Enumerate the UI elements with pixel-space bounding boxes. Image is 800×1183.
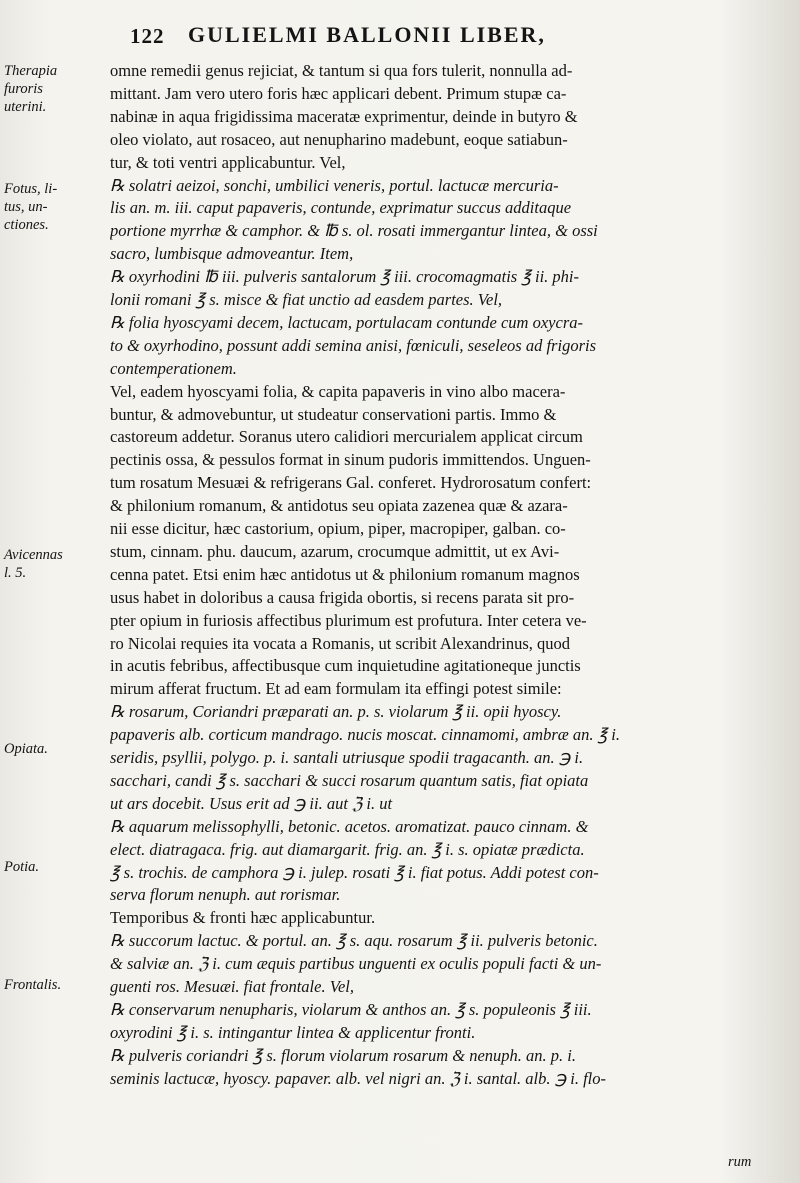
margin-note-line: Potia. <box>4 859 40 875</box>
text-line: lonii romani ℥ s. misce & fiat unctio ad easdem partes. Vel, <box>110 290 503 309</box>
text-line: sacro, lumbisque admoveantur. Item, <box>110 244 354 264</box>
text-line: ℥ s. trochis. de camphora ℈ i. julep. rosati ℥ i. fiat potus. Addi potest con- <box>110 862 599 882</box>
text-line: ro Nicolai requies ita vocata a Romanis, ut scribit Alexandrinus, quod <box>110 633 571 653</box>
page-number: 122 <box>130 24 165 48</box>
margin-note-line: l. 5. <box>4 565 27 581</box>
margin-note <box>4 740 108 758</box>
text-line: seridis, psyllii, polygo. p. i. santali utriusque spodii tragacanth. an. ℈ i. <box>110 748 584 767</box>
margin-note-line: Fotus, li- <box>4 181 58 197</box>
text-line: cenna patet. Etsi enim hæc antidotus ut & philonium romanum magnos <box>110 564 580 584</box>
text-line: pter opium in furiosis affectibus plurimum est profutura. Inter cetera ve- <box>110 610 587 630</box>
text-line: oxyrodini ℥ i. s. intingantur lintea & applicentur fronti. <box>110 1022 476 1042</box>
text-line: ℞ pulveris coriandri ℥ s. florum violarum rosarum & nenuph. an. p. i. <box>110 1045 577 1065</box>
text-line: Temporibus & fronti hæc applicabuntur. <box>110 908 376 928</box>
text-line: portione myrrhæ & camphor. & ℔ s. ol. rosati immergantur lintea, & ossi <box>110 221 598 241</box>
margin-note <box>4 858 108 876</box>
text-line: & philonium romanum, & antidotus seu opiata zazenea quæ & azara- <box>110 496 568 516</box>
text-line: sacchari, candi ℥ s. sacchari & succi rosarum quantum satis, fiat opiata <box>110 770 589 790</box>
margin-note-line: ctiones. <box>4 217 49 233</box>
running-title: GULIELMI BALLONII LIBER, <box>188 22 546 47</box>
text-line: & salviæ an. ℨ i. cum æquis partibus unguenti ex oculis populi facti & un- <box>110 954 602 974</box>
text-line: buntur, & admovebuntur, ut studeatur conservationi partis. Immo & <box>110 404 557 424</box>
text-line: contemperationem. <box>110 358 237 378</box>
page-header <box>130 22 670 52</box>
text-line: tum rosatum Mesuæi & refrigerans Gal. conferet. Hydrorosatum confert: <box>110 473 592 493</box>
text-line: usus habet in doloribus a causa frigida obortis, si recens parata sit pro- <box>110 587 575 607</box>
text-line: ℞ folia hyoscyami decem, lactucam, portulacam contunde cum oxycra- <box>110 312 583 332</box>
margin-note <box>4 546 108 582</box>
text-line: guenti ros. Mesuæi. fiat frontale. Vel, <box>110 977 354 996</box>
text-line: ℞ conservarum nenupharis, violarum & anthos an. ℥ s. populeonis ℥ iii. <box>110 999 592 1019</box>
margin-note-line: furoris <box>4 81 43 97</box>
text-line: seminis lactucæ, hyoscy. papaver. alb. vel nigri an. ℨ i. santal. alb. ℈ i. flo- <box>110 1068 607 1088</box>
text-line: ut ars docebit. Usus erit ad ℈ ii. aut ℨ i. ut <box>110 793 393 813</box>
text-line: to & oxyrhodino, possunt addi semina anisi, fœniculi, seseleos ad frigoris <box>110 335 596 355</box>
text-line: castoreum addetur. Soranus utero calidiori mercurialem applicat circum <box>110 427 583 447</box>
catchword: rum <box>728 1154 752 1170</box>
text-line: oleo violato, aut rosaceo, aut nenupharino madebunt, eoque satiabun- <box>110 129 568 149</box>
text-line: Vel, eadem hyoscyami folia, & capita papaveris in vino albo macera- <box>110 381 566 401</box>
margin-note <box>4 976 108 994</box>
text-line: lis an. m. iii. caput papaveris, contunde, exprimatur succus additaque <box>110 198 572 218</box>
text-line: ℞ rosarum, Coriandri præparati an. p. s. violarum ℥ ii. opii hyoscy. <box>110 702 562 722</box>
text-line: ℞ oxyrhodini ℔ iii. pulveris santalorum ℥ iii. crocomagmatis ℥ ii. phi- <box>110 267 580 287</box>
text-line: ℞ succorum lactuc. & portul. an. ℥ s. aqu. rosarum ℥ ii. pulveris betonic. <box>110 931 598 951</box>
text-line: nii esse dicitur, hæc castorium, opium, piper, macropiper, galban. co- <box>110 519 566 538</box>
margin-note-line: Avicennas <box>4 547 63 563</box>
text-line: mirum afferat fructum. Et ad eam formulam ita effingi potest simile: <box>110 679 562 699</box>
margin-note <box>4 180 108 234</box>
text-line: serva florum nenuph. aut rorismar. <box>110 885 341 905</box>
margin-note-line: Frontalis. <box>4 977 62 993</box>
margin-note-line: uterini. <box>4 99 47 115</box>
text-line: mittant. Jam vero utero foris hæc applicari debent. Primum stupæ ca- <box>110 83 567 103</box>
text-line: stum, cinnam. phu. daucum, azarum, crocumque admittit, ut ex Avi- <box>110 541 560 561</box>
margin-note-line: tus, un- <box>4 199 48 215</box>
text-line: omne remedii genus rejiciat, & tantum si qua fors tulerit, nonnulla ad- <box>110 61 573 80</box>
text-line: pectinis ossa, & pessulos format in sinum pudoris immittendos. Unguen- <box>110 450 591 470</box>
text-line: elect. diatragaca. frig. aut diamargarit. frig. an. ℥ i. s. opiatæ prædicta. <box>110 839 585 859</box>
text-line: nabinæ in aqua frigidissima maceratæ exprimentur, deinde in butyro & <box>110 106 578 126</box>
text-line: ℞ aquarum melissophylli, betonic. acetos. aromatizat. pauco cinnam. & <box>110 816 589 836</box>
text-line: papaveris alb. corticum mandrago. nucis moscat. cinnamomi, ambræ an. ℥ i. <box>110 725 621 745</box>
text-line: in acutis febribus, affectibusque cum inquietudine agitationeque junctis <box>110 656 581 676</box>
text-line: ℞ solatri aeizoi, sonchi, umbilici veneris, portul. lactucæ mercuria- <box>110 175 559 195</box>
text-line: tur, & toti ventri applicabuntur. Vel, <box>110 152 346 172</box>
margin-note <box>4 62 108 116</box>
margin-note-line: Therapia <box>4 63 58 79</box>
margin-note-line: Opiata. <box>4 741 48 757</box>
